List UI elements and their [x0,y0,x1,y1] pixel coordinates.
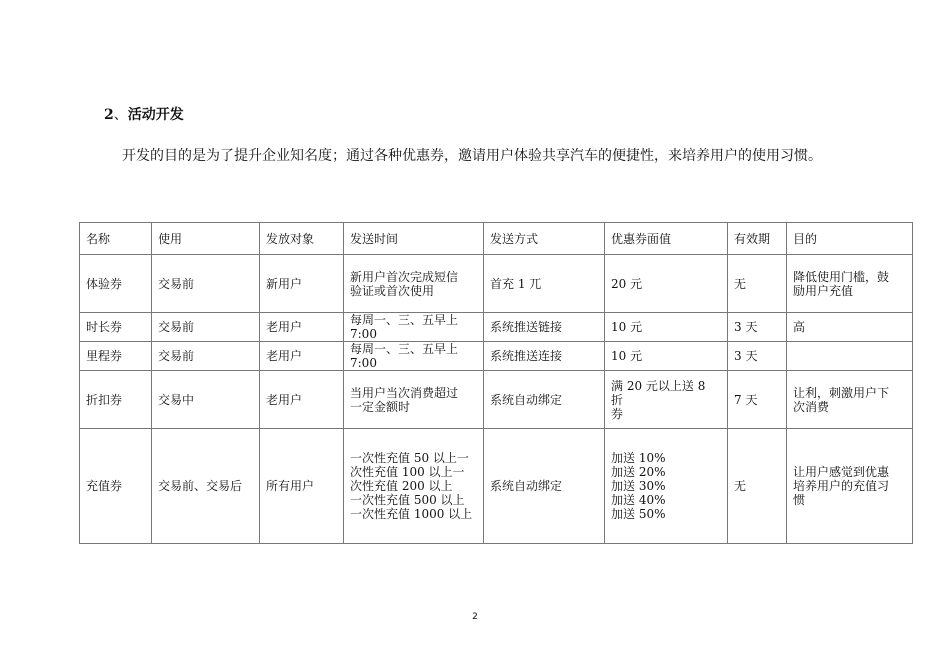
table-row [80,342,913,371]
section-number: 2 [104,107,114,123]
cell-send-time: 一次性充值 50 以上一 次性充值 100 以上一 次性充值 200 以上 一次性充值 500 以上 一次性充值 1000 以上 [344,429,484,544]
cell-send-time: 每周一、三、五早上 7:00 [344,342,484,371]
cell-face-value: 加送 10% 加送 20% 加送 30% 加送 40% 加送 50% [605,429,728,544]
table-row [80,255,913,313]
cell-face-value: 满 20 元以上送 8 折 券 [605,371,728,429]
header-target: 发放对象 [260,223,344,255]
page-number: 2 [472,612,478,622]
header-name: 名称 [80,223,152,255]
cell-purpose: 降低使用门槛，鼓 励用户充值 [787,255,913,313]
intro-paragraph: 开发的目的是为了提升企业知名度；通过各种优惠券，邀请用户体验共享汽车的便捷性，来培养用户的使用习惯。 [122,148,822,164]
cell-usage: 交易前 [152,342,260,371]
table-row [80,313,913,342]
cell-usage: 交易前、交易后 [152,429,260,544]
cell-validity: 3 天 [728,342,787,371]
cell-send-time: 每周一、三、五早上 7:00 [344,313,484,342]
cell-validity: 7 天 [728,371,787,429]
header-usage: 使用 [152,223,260,255]
table-row [80,429,913,544]
header-send-time: 发送时间 [344,223,484,255]
cell-usage: 交易前 [152,313,260,342]
header-validity: 有效期 [728,223,787,255]
cell-send-time: 新用户首次完成短信 验证或首次使用 [344,255,484,313]
cell-send-method: 系统推送连接 [484,342,605,371]
table-row [80,371,913,429]
cell-name: 时长券 [80,313,152,342]
cell-usage: 交易前 [152,255,260,313]
section-heading [104,104,184,124]
cell-send-method: 系统自动绑定 [484,371,605,429]
cell-purpose: 让利，刺激用户下 次消费 [787,371,913,429]
cell-target: 老用户 [260,342,344,371]
cell-usage: 交易中 [152,371,260,429]
cell-send-method: 系统自动绑定 [484,429,605,544]
header-send-method: 发送方式 [484,223,605,255]
cell-validity: 无 [728,429,787,544]
cell-name: 充值券 [80,429,152,544]
section-separator: 、 [113,107,128,123]
cell-send-method: 首充 1 兀 [484,255,605,313]
section-title: 活动开发 [127,107,184,123]
cell-target: 新用户 [260,255,344,313]
cell-face-value: 10 元 [605,313,728,342]
cell-validity: 无 [728,255,787,313]
table-header-row [80,223,913,255]
cell-target: 老用户 [260,371,344,429]
cell-purpose [787,342,913,371]
header-purpose: 目的 [787,223,913,255]
cell-face-value: 20 元 [605,255,728,313]
cell-purpose: 让用户感觉到优惠 培养用户的充值习 惯 [787,429,913,544]
coupon-table [79,222,913,544]
cell-face-value: 10 元 [605,342,728,371]
cell-validity: 3 天 [728,313,787,342]
cell-name: 折扣券 [80,371,152,429]
cell-name: 体验券 [80,255,152,313]
header-face-value: 优惠券面值 [605,223,728,255]
cell-purpose: 高 [787,313,913,342]
cell-send-method: 系统推送链接 [484,313,605,342]
cell-name: 里程券 [80,342,152,371]
cell-target: 老用户 [260,313,344,342]
cell-target: 所有用户 [260,429,344,544]
cell-send-time: 当用户当次消费超过 一定金额时 [344,371,484,429]
